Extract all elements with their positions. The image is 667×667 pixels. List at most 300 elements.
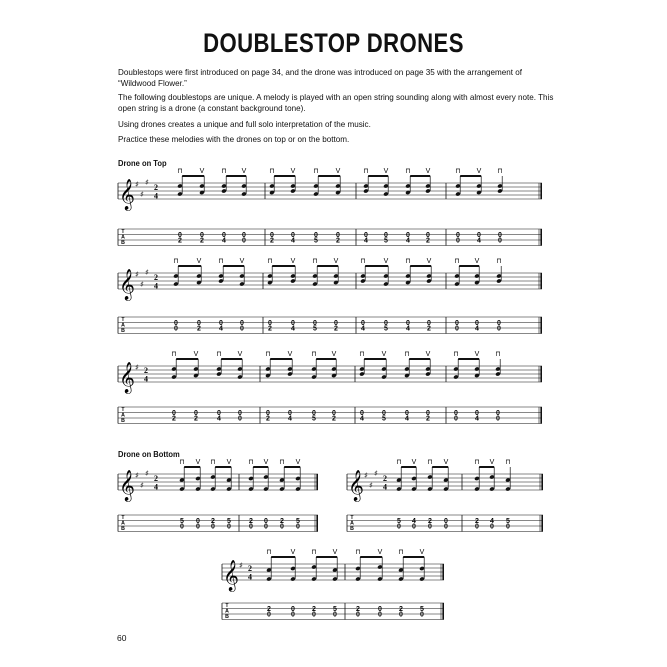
note-beam [223, 265, 244, 267]
tab-number: 2 [211, 518, 215, 525]
tab-number: 0 [506, 523, 510, 531]
final-bar-thick [316, 474, 318, 490]
note-beam [479, 466, 494, 468]
tab-number: 0 [266, 410, 270, 417]
tab-number: 0 [456, 232, 460, 239]
tab-label-letter: A [121, 234, 125, 241]
tab-number: 0 [238, 415, 242, 423]
tab-number: 5 [382, 415, 386, 423]
tab-label-letter: B [350, 526, 354, 532]
tab-number: 0 [194, 410, 198, 417]
tab-number: 2 [200, 237, 204, 245]
tab-number: 4 [406, 237, 410, 245]
tab-number: 0 [291, 320, 295, 327]
tab-number: 0 [314, 232, 318, 239]
time-signature-bottom: 4 [154, 482, 158, 492]
key-sharp-icon: ♯ [135, 471, 139, 480]
tab-number: 0 [312, 410, 316, 417]
tab-number: 0 [267, 611, 271, 619]
tab-number: 4 [360, 415, 364, 423]
note-beam [176, 358, 198, 360]
tab-number: 4 [477, 237, 481, 245]
down-bow-icon: ⊓ [453, 351, 459, 358]
tab-number: 0 [242, 237, 246, 245]
down-bow-icon: ⊓ [210, 459, 216, 466]
up-bow-icon: V [381, 351, 387, 358]
tab-number: 0 [291, 606, 295, 613]
tab-number: 0 [456, 237, 460, 245]
tab-number: 4 [364, 237, 368, 245]
note-beam [410, 265, 431, 267]
final-bar-thick [540, 183, 542, 199]
treble-clef-icon: 𝄞 [223, 560, 239, 591]
key-sharp-icon: ♯ [135, 180, 139, 189]
tab-label-letter: B [121, 328, 125, 334]
final-bar-thick [442, 564, 444, 580]
tab-number: 0 [475, 410, 479, 417]
key-sharp-icon: ♯ [140, 481, 144, 490]
tab-number: 0 [405, 410, 409, 417]
tab-number: 0 [498, 232, 502, 239]
tab-number: 0 [178, 232, 182, 239]
down-bow-icon: ⊓ [267, 258, 273, 265]
tab-number: 0 [361, 320, 365, 327]
final-bar-thick [540, 407, 542, 424]
tab-number: 0 [397, 523, 401, 531]
tab-label-letter: A [121, 322, 125, 329]
final-bar-thick [540, 317, 542, 334]
tab-number: 0 [312, 611, 316, 619]
tab-label-letter: T [121, 407, 125, 413]
tab-number: 0 [296, 523, 300, 531]
tab-number: 5 [333, 606, 337, 613]
tab-number: 0 [196, 523, 200, 531]
tab-number: 0 [496, 415, 500, 423]
note-beam [403, 556, 424, 558]
tab-number: 2 [336, 237, 340, 245]
down-bow-icon: ⊓ [359, 351, 365, 358]
page-number: 60 [117, 633, 127, 643]
note-beam [182, 175, 204, 177]
tab-number: 2 [270, 237, 274, 245]
tab-number: 2 [332, 415, 336, 423]
key-sharp-icon: ♯ [364, 471, 368, 480]
tab-number: 0 [444, 518, 448, 525]
note-beam [271, 556, 295, 558]
tab-number: 0 [219, 320, 223, 327]
tab-number: 5 [180, 518, 184, 525]
tab-number: 2 [475, 518, 479, 525]
down-bow-icon: ⊓ [266, 549, 272, 556]
down-bow-icon: ⊓ [216, 351, 222, 358]
note-beam [409, 358, 430, 360]
up-bow-icon: V [474, 351, 480, 358]
up-bow-icon: V [290, 549, 296, 556]
section-label-drone-on-bottom: Drone on Bottom [118, 449, 180, 459]
up-bow-icon: V [333, 258, 339, 265]
final-bar-thick [540, 229, 542, 246]
tab-number: 5 [384, 237, 388, 245]
tab-number: 2 [266, 415, 270, 423]
final-bar-thick [442, 603, 444, 620]
tab-number: 5 [420, 606, 424, 613]
intro-paragraph-2: The following doublestops are unique. A melody is played with an open string sounding along with almost every note. This open string is a drone (a constant background tone). [118, 93, 554, 113]
note-beam [316, 556, 337, 558]
up-bow-icon: V [332, 549, 338, 556]
tab-number: 2 [399, 606, 403, 613]
down-bow-icon: ⊓ [455, 168, 461, 175]
tab-number: 0 [498, 237, 502, 245]
tab-number: 0 [420, 611, 424, 619]
down-bow-icon: ⊓ [360, 258, 366, 265]
intro-paragraph-1: Doublestops were first introduced on page 34, and the drone was introduced on page 35 with the arrangement of “Wildwood Flower.” [118, 68, 523, 88]
tab-number: 0 [454, 410, 458, 417]
tab-number: 0 [475, 320, 479, 327]
tab-number: 0 [378, 606, 382, 613]
time-signature-bottom: 4 [154, 191, 158, 201]
down-bow-icon: ⊓ [474, 459, 480, 466]
up-bow-icon: V [239, 258, 245, 265]
down-bow-icon: ⊓ [179, 459, 185, 466]
note-beam [184, 466, 200, 468]
tab-number: 0 [313, 320, 317, 327]
key-sharp-icon: ♯ [140, 280, 144, 289]
tab-number: 4 [406, 325, 410, 333]
up-bow-icon: V [287, 351, 293, 358]
tab-number: 0 [332, 410, 336, 417]
tab-number: 0 [454, 415, 458, 423]
tab-number: 0 [334, 320, 338, 327]
down-bow-icon: ⊓ [497, 168, 503, 175]
tab-number: 4 [222, 237, 226, 245]
section-label-drone-on-top: Drone on Top [118, 158, 167, 168]
tab-number: 2 [194, 415, 198, 423]
tab-number: 5 [312, 415, 316, 423]
treble-clef-icon: 𝄞 [119, 470, 135, 501]
tab-number: 5 [296, 518, 300, 525]
time-signature-top: 2 [144, 366, 148, 375]
tab-number: 0 [174, 320, 178, 327]
note-beam [460, 175, 481, 177]
time-signature-bottom: 4 [383, 482, 387, 492]
tab-number: 5 [506, 518, 510, 525]
tab-label-letter: B [121, 240, 125, 246]
time-signature-bottom: 4 [144, 374, 148, 384]
tab-number: 5 [314, 237, 318, 245]
up-bow-icon: V [193, 351, 199, 358]
tab-label-letter: A [350, 520, 354, 527]
tab-number: 2 [197, 325, 201, 333]
note-beam [432, 466, 448, 468]
tab-number: 0 [222, 232, 226, 239]
tab-number: 0 [356, 611, 360, 619]
down-bow-icon: ⊓ [312, 258, 318, 265]
tab-number: 0 [428, 523, 432, 531]
up-bow-icon: V [419, 549, 425, 556]
down-bow-icon: ⊓ [221, 168, 227, 175]
up-bow-icon: V [411, 459, 417, 466]
tab-label-letter: A [121, 412, 125, 419]
tab-label-letter: T [121, 515, 125, 521]
tab-number: 0 [211, 523, 215, 531]
up-bow-icon: V [290, 258, 296, 265]
tab-number: 0 [288, 410, 292, 417]
up-bow-icon: V [425, 168, 431, 175]
down-bow-icon: ⊓ [177, 168, 183, 175]
up-bow-icon: V [474, 258, 480, 265]
tab-number: 0 [197, 320, 201, 327]
final-bar-thick [540, 273, 542, 289]
tab-number: 4 [490, 518, 494, 525]
down-bow-icon: ⊓ [496, 258, 502, 265]
tab-number: 0 [406, 232, 410, 239]
down-bow-icon: ⊓ [363, 168, 369, 175]
up-bow-icon: V [383, 258, 389, 265]
down-bow-icon: ⊓ [311, 351, 317, 358]
tab-number: 4 [217, 415, 221, 423]
tab-number: 0 [378, 611, 382, 619]
up-bow-icon: V [237, 351, 243, 358]
up-bow-icon: V [331, 351, 337, 358]
key-sharp-icon: ♯ [145, 469, 149, 478]
down-bow-icon: ⊓ [404, 351, 410, 358]
key-sharp-icon: ♯ [369, 481, 373, 490]
tab-label-letter: B [225, 614, 229, 620]
down-bow-icon: ⊓ [265, 351, 271, 358]
note-beam [458, 358, 479, 360]
tab-number: 0 [426, 232, 430, 239]
tab-number: 0 [399, 611, 403, 619]
tab-number: 0 [291, 232, 295, 239]
up-bow-icon: V [290, 168, 296, 175]
note-beam [368, 175, 388, 177]
up-bow-icon: V [241, 168, 247, 175]
tab-number: 0 [196, 518, 200, 525]
time-signature-bottom: 4 [248, 572, 252, 582]
note-beam [215, 466, 231, 468]
tab-number: 4 [219, 325, 223, 333]
tab-number: 0 [496, 410, 500, 417]
tab-number: 0 [490, 523, 494, 531]
note-beam [226, 175, 246, 177]
final-bar-thick [541, 515, 543, 532]
up-bow-icon: V [295, 459, 301, 466]
tab-number: 0 [444, 523, 448, 531]
tab-label-letter: A [121, 520, 125, 527]
note-beam [459, 265, 479, 267]
key-sharp-icon: ♯ [135, 363, 139, 372]
note-beam [401, 466, 416, 468]
tab-number: 0 [268, 320, 272, 327]
tab-number: 0 [360, 410, 364, 417]
tab-number: 0 [384, 320, 388, 327]
tab-number: 2 [172, 415, 176, 423]
tab-number: 0 [333, 611, 337, 619]
tab-number: 0 [426, 410, 430, 417]
up-bow-icon: V [377, 549, 383, 556]
down-bow-icon: ⊓ [171, 351, 177, 358]
down-bow-icon: ⊓ [427, 459, 433, 466]
up-bow-icon: V [335, 168, 341, 175]
tab-number: 2 [268, 325, 272, 333]
tab-label-letter: T [350, 515, 354, 521]
tab-number: 0 [242, 232, 246, 239]
tab-number: 2 [427, 325, 431, 333]
tab-number: 0 [249, 523, 253, 531]
tab-number: 4 [291, 237, 295, 245]
tab-number: 0 [455, 320, 459, 327]
tab-number: 0 [291, 611, 295, 619]
tab-number: 0 [200, 232, 204, 239]
tab-number: 4 [288, 415, 292, 423]
up-bow-icon: V [263, 459, 269, 466]
down-bow-icon: ⊓ [173, 258, 179, 265]
tab-number: 0 [240, 320, 244, 327]
up-bow-icon: V [425, 351, 431, 358]
tab-number: 0 [174, 325, 178, 333]
tab-label-letter: T [225, 603, 229, 609]
tab-number: 0 [172, 410, 176, 417]
down-bow-icon: ⊓ [405, 168, 411, 175]
tab-number: 2 [280, 518, 284, 525]
up-bow-icon: V [489, 459, 495, 466]
down-bow-icon: ⊓ [313, 168, 319, 175]
tab-number: 0 [280, 523, 284, 531]
down-bow-icon: ⊓ [495, 351, 501, 358]
tab-number: 4 [405, 415, 409, 423]
tab-number: 0 [475, 523, 479, 531]
tab-number: 2 [312, 606, 316, 613]
up-bow-icon: V [383, 168, 389, 175]
key-sharp-icon: ♯ [140, 190, 144, 199]
treble-clef-icon: 𝄞 [119, 179, 135, 210]
note-beam [360, 556, 382, 558]
tab-number: 2 [249, 518, 253, 525]
down-bow-icon: ⊓ [405, 258, 411, 265]
tab-number: 0 [180, 523, 184, 531]
tab-number: 0 [406, 320, 410, 327]
tab-number: 5 [313, 325, 317, 333]
time-signature-top: 2 [154, 474, 158, 483]
tab-number: 2 [426, 415, 430, 423]
note-beam [318, 175, 340, 177]
tab-number: 0 [497, 320, 501, 327]
tab-number: 0 [238, 410, 242, 417]
tab-number: 2 [178, 237, 182, 245]
intro-paragraph-3: Using drones creates a unique and full solo interpretation of the music. [118, 120, 371, 129]
tab-number: 2 [334, 325, 338, 333]
key-sharp-icon: ♯ [145, 268, 149, 277]
tab-label-letter: A [225, 608, 229, 615]
tab-number: 4 [475, 325, 479, 333]
note-beam [272, 265, 295, 267]
time-signature-top: 2 [248, 564, 252, 573]
tab-number: 5 [227, 518, 231, 525]
tab-number: 4 [291, 325, 295, 333]
tab-number: 0 [364, 232, 368, 239]
note-beam [364, 358, 386, 360]
down-bow-icon: ⊓ [218, 258, 224, 265]
tab-number: 4 [412, 518, 416, 525]
tab-label-letter: T [121, 317, 125, 323]
note-beam [410, 175, 430, 177]
tab-number: 5 [384, 325, 388, 333]
tab-number: 0 [412, 523, 416, 531]
tab-number: 0 [227, 523, 231, 531]
tab-number: 0 [217, 410, 221, 417]
down-bow-icon: ⊓ [269, 168, 275, 175]
tab-number: 0 [264, 523, 268, 531]
tab-number: 0 [455, 325, 459, 333]
tab-label-letter: B [121, 526, 125, 532]
up-bow-icon: V [199, 168, 205, 175]
tab-number: 5 [397, 518, 401, 525]
tab-number: 4 [361, 325, 365, 333]
tab-number: 0 [264, 518, 268, 525]
note-beam [317, 265, 338, 267]
up-bow-icon: V [426, 258, 432, 265]
up-bow-icon: V [226, 459, 232, 466]
up-bow-icon: V [196, 258, 202, 265]
final-bar-thick [540, 366, 542, 382]
note-beam [253, 466, 268, 468]
tab-number: 0 [336, 232, 340, 239]
tab-number: 0 [427, 320, 431, 327]
page-title: DOUBLESTOP DRONES [203, 28, 464, 58]
down-bow-icon: ⊓ [248, 459, 254, 466]
down-bow-icon: ⊓ [311, 549, 317, 556]
note-beam [274, 175, 295, 177]
down-bow-icon: ⊓ [505, 459, 511, 466]
tab-number: 0 [497, 325, 501, 333]
key-sharp-icon: ♯ [374, 469, 378, 478]
note-beam [284, 466, 300, 468]
up-bow-icon: V [443, 459, 449, 466]
tab-number: 0 [382, 410, 386, 417]
down-bow-icon: ⊓ [355, 549, 361, 556]
final-bar-thick [316, 515, 318, 532]
tab-label-letter: T [121, 229, 125, 235]
tab-number: 0 [240, 325, 244, 333]
note-beam [365, 265, 388, 267]
note-beam [270, 358, 292, 360]
time-signature-top: 2 [154, 273, 158, 282]
down-bow-icon: ⊓ [454, 258, 460, 265]
note-beam [178, 265, 201, 267]
tab-number: 2 [356, 606, 360, 613]
tab-number: 2 [267, 606, 271, 613]
up-bow-icon: V [476, 168, 482, 175]
treble-clef-icon: 𝄞 [348, 470, 364, 501]
time-signature-top: 2 [383, 474, 387, 483]
tab-number: 0 [384, 232, 388, 239]
note-beam [316, 358, 336, 360]
intro-paragraph-4: Practice these melodies with the drones on top or on the bottom. [118, 135, 350, 144]
tab-label-letter: B [121, 418, 125, 424]
tab-number: 0 [270, 232, 274, 239]
time-signature-bottom: 4 [154, 281, 158, 291]
time-signature-top: 2 [154, 183, 158, 192]
note-beam [221, 358, 242, 360]
treble-clef-icon: 𝄞 [119, 362, 135, 393]
down-bow-icon: ⊓ [279, 459, 285, 466]
tab-number: 4 [475, 415, 479, 423]
tab-number: 2 [426, 237, 430, 245]
down-bow-icon: ⊓ [396, 459, 402, 466]
down-bow-icon: ⊓ [398, 549, 404, 556]
up-bow-icon: V [195, 459, 201, 466]
tab-number: 2 [428, 518, 432, 525]
